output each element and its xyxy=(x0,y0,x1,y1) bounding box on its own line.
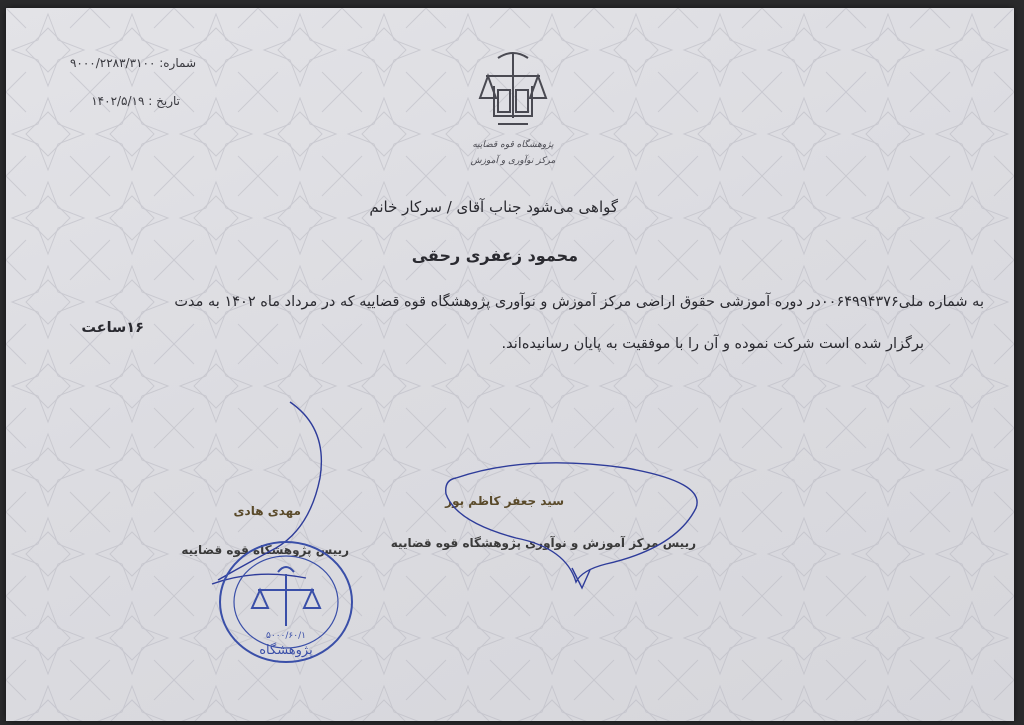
scales-emblem-icon xyxy=(458,46,568,136)
certificate-body-line-1: به شماره ملی۰۰۶۴۹۹۴۳۷۶در دوره آموزشی حقوق اراضی مرکز آموزش و نوآوری پژوهشگاه قوه قضاییه که در مرداد ماه ۱۴۰۲ به مدت xyxy=(174,294,984,310)
stamp-inner-text: ۵۰۰۰/۶۰/۱ xyxy=(266,631,306,641)
left-signatory-title: رییس پژوهشگاه قوه قضاییه xyxy=(181,543,349,557)
letter-number-label: شماره: xyxy=(159,56,196,70)
official-stamp xyxy=(206,528,366,668)
letter-number xyxy=(70,56,196,70)
certificate-body-line-2: برگزار شده است شرکت نموده و آن را با موفقیت به پایان رسانیده‌اند. xyxy=(501,336,924,352)
right-signatory-title: رییس مرکز آموزش و نوآوری پژوهشگاه قوه قضاییه xyxy=(390,536,696,550)
right-signatory-name: سید جعفر کاظم پور xyxy=(445,494,564,508)
letter-date-value: ۱۴۰۲/۵/۱۹ xyxy=(91,94,145,108)
letter-date-label: تاریخ : xyxy=(148,94,180,108)
certificate-greeting: گواهی می‌شود جناب آقای / سرکار خانم xyxy=(369,198,618,216)
judiciary-emblem xyxy=(458,46,568,176)
certificate-duration: ۱۶ساعت xyxy=(81,320,144,336)
certificate-paper xyxy=(6,8,1014,721)
letter-date xyxy=(91,94,180,108)
letter-number-value: ۹۰۰۰/۲۲۸۳/۳۱۰۰ xyxy=(69,56,156,70)
recipient-name: محمود زعفری رحقی xyxy=(411,246,578,265)
left-signatory-name: مهدی هادی xyxy=(233,504,301,518)
emblem-line-2: مرکز نوآوری و آموزش xyxy=(470,156,556,166)
emblem-line-1: پژوهشگاه قوه قضاییه xyxy=(472,140,554,150)
stamp-outer-text: پژوهشگاه xyxy=(259,643,313,658)
